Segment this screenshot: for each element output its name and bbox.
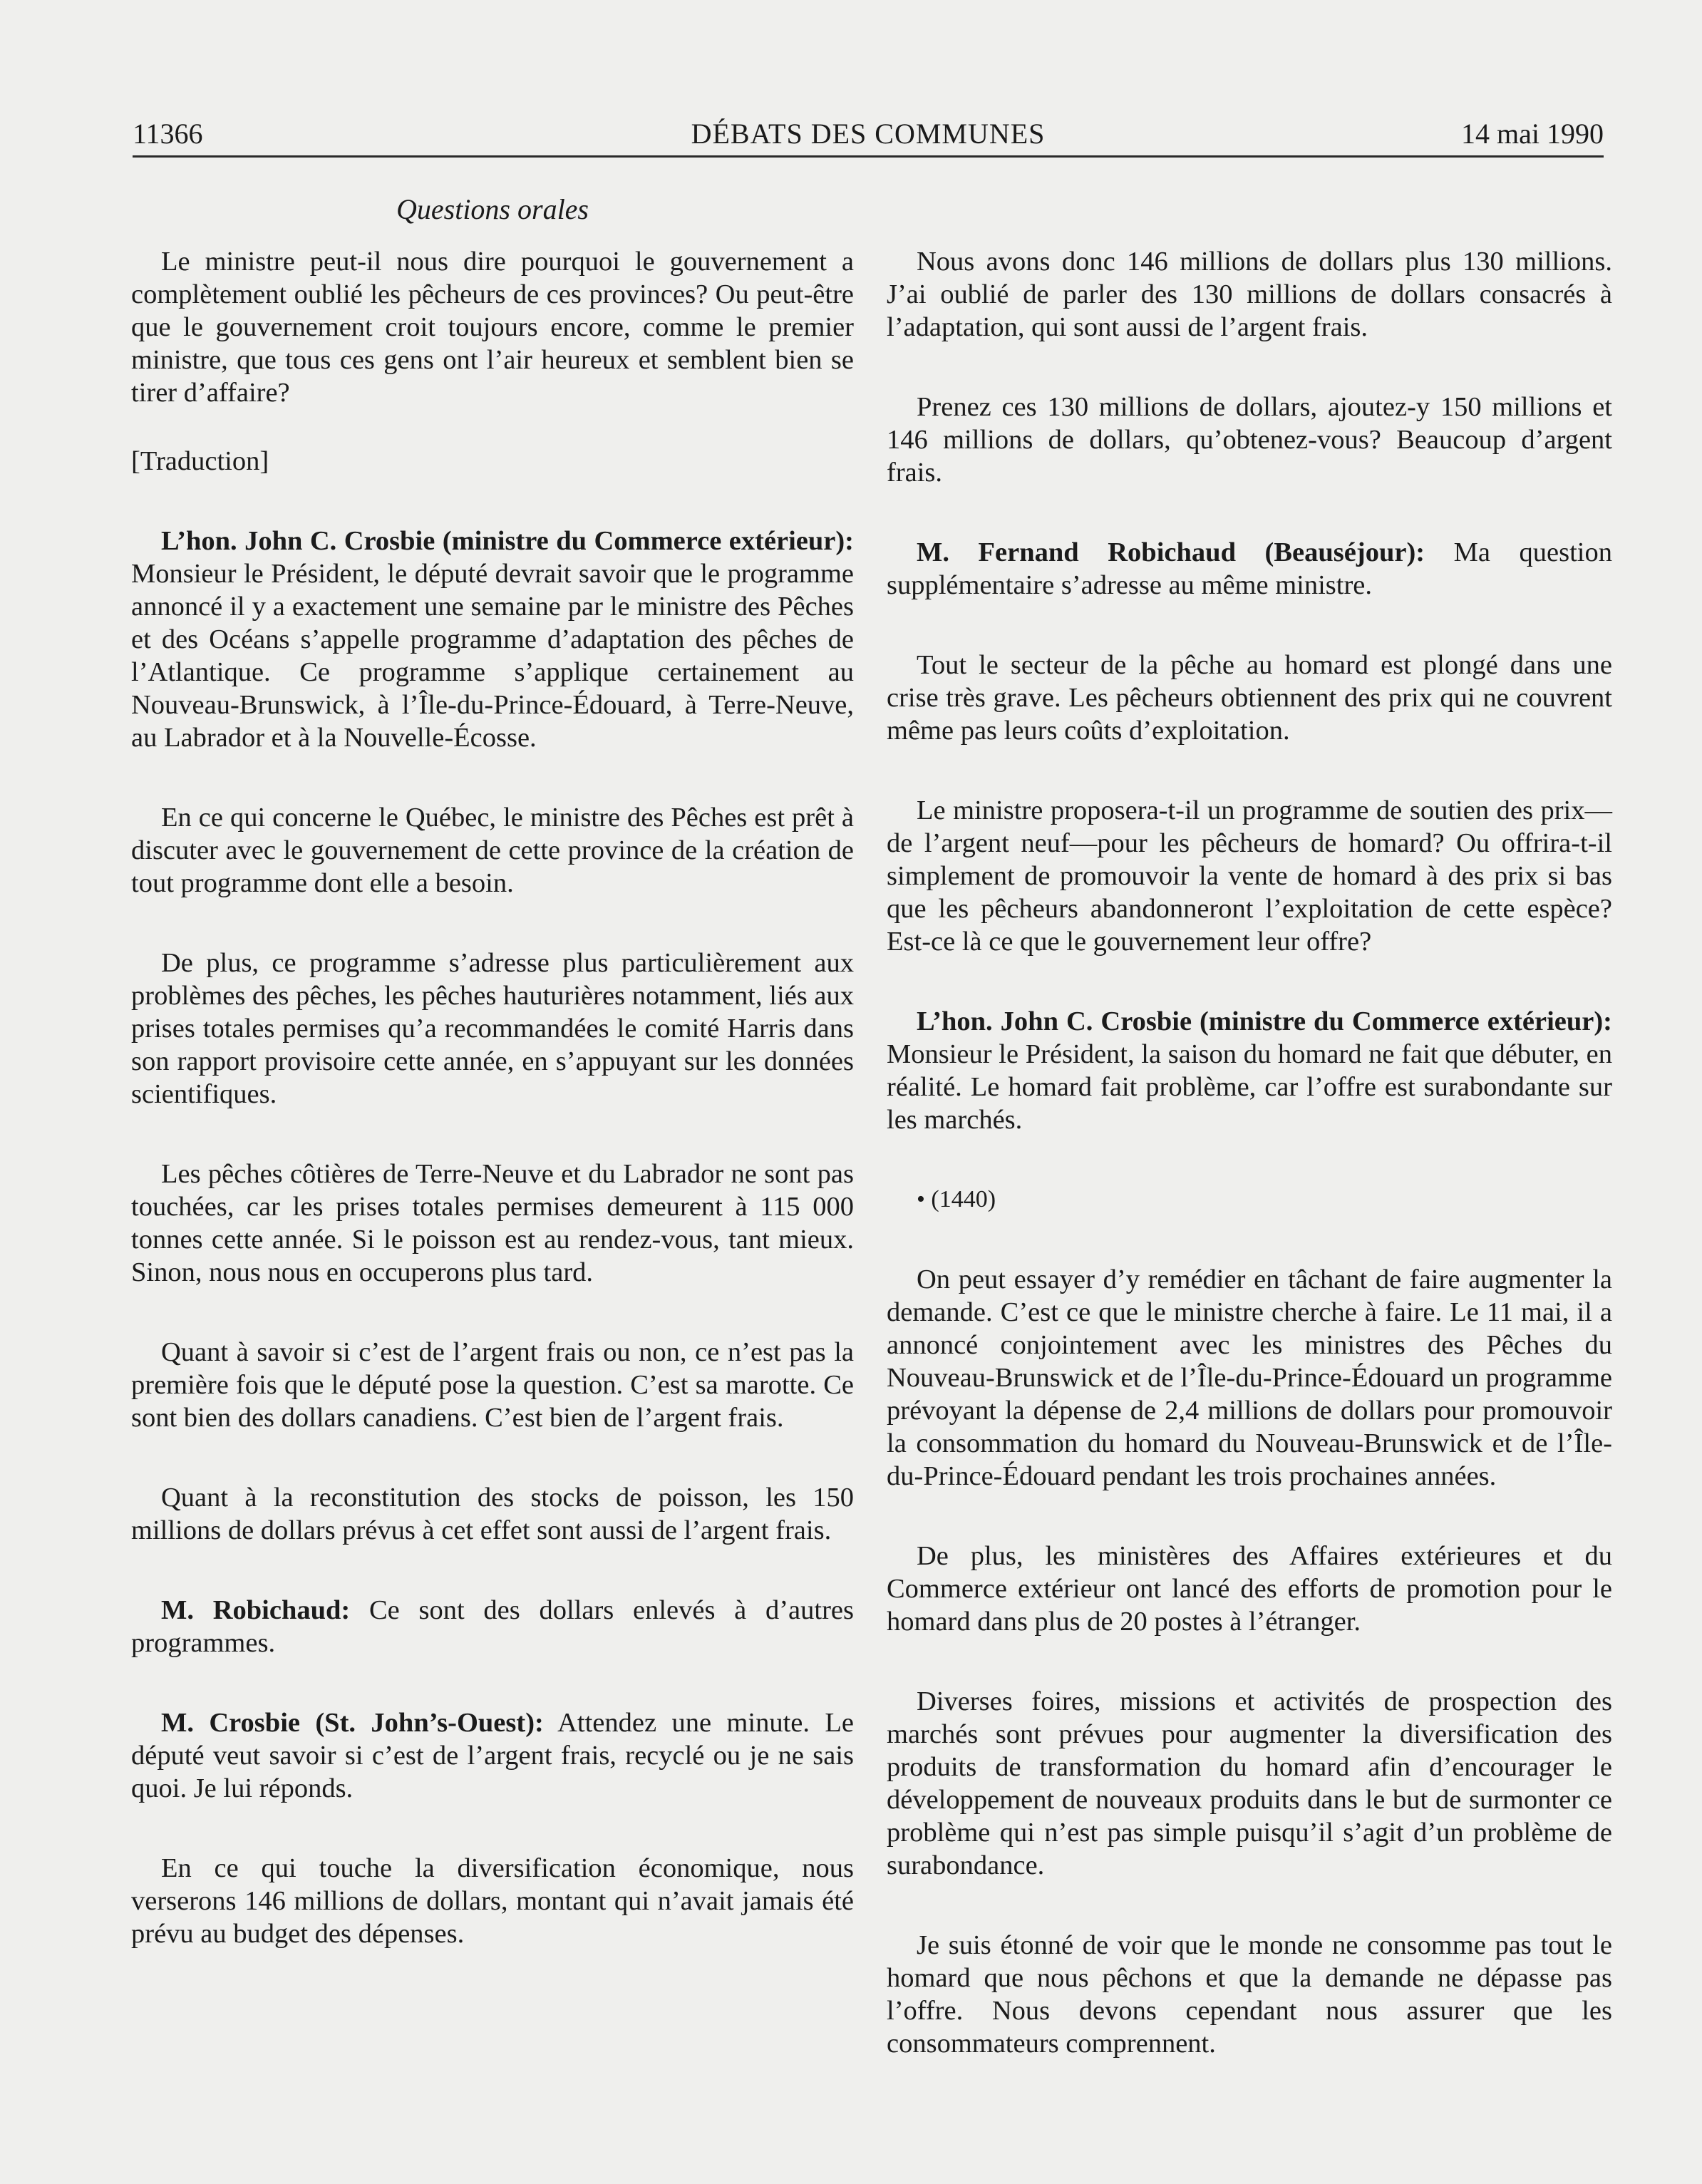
speech-text: Monsieur le Président, la saison du homard ne fait que débuter, en réalité. Le homard fait problème, car l’offre est surabondante sur les marchés. — [887, 1039, 1612, 1135]
page-number: 11366 — [133, 118, 203, 150]
paragraph: Nous avons donc 146 millions de dollars plus 130 millions. J’ai oublié de parler des 130 millions de dollars consacrés à l’adaptation, qui sont aussi de l’argent frais. — [887, 247, 1612, 342]
speaker-name: M. Fernand Robichaud (Beauséjour): — [917, 537, 1425, 567]
speaker-name: M. Robichaud: — [161, 1595, 351, 1625]
speech-crosbie-2 — [131, 1706, 854, 1805]
page-header — [133, 115, 1604, 158]
speech-text: Monsieur le Président, le député devrait savoir que le programme annoncé il y a exactement une semaine par le ministre des Pêches et des Océans s’appelle programme d’adaptation des pêches de l’Atlantique. Ce programme s’applique certainement au Nouveau-Brunswick, à l’Île-du-Prince-Édouard, à Terre-Neuve, au Labrador et à la Nouvelle-Écosse. — [131, 559, 854, 753]
paragraph: Les pêches côtières de Terre-Neuve et du Labrador ne sont pas touchées, car les prises totales permises demeurent à 115 000 tonnes cette année. Si le poisson est au rendez-vous, tant mieux. Sinon, nous nous en occuperons plus tard. — [131, 1159, 854, 1287]
paragraph: Le ministre peut-il nous dire pourquoi le gouvernement a complètement oublié les pêcheurs de ces provinces? Ou peut-être que le gouvernement croit toujours encore, comme le premier ministre, que tous ces gens ont l’air heureux et semblent bien se tirer d’affaire? — [131, 247, 854, 408]
paragraph: Quant à la reconstitution des stocks de poisson, les 150 millions de dollars prévus à cet effet sont aussi de l’argent frais. — [131, 1483, 854, 1545]
speech-robichaud — [131, 1594, 854, 1659]
paragraph: On peut essayer d’y remédier en tâchant de faire augmenter la demande. C’est ce que le ministre cherche à faire. Le 11 mai, il a annoncé conjointement avec les ministres des Pêches du Nouveau-Brunswick et de l’Île-du-Prince-Édouard un programme prévoyant la dépense de 2,4 millions de dollars pour promouvoir la consommation du homard du Nouveau-Brunswick et de l’Île-du-Prince-Édouard pendant les trois prochaines années. — [887, 1264, 1612, 1491]
paragraph: Tout le secteur de la pêche au homard est plongé dans une crise très grave. Les pêcheurs obtiennent des prix qui ne couvrent même pas leurs coûts d’exploitation. — [887, 650, 1612, 746]
speech-text: Attendez une minute. Le député veut savoir si c’est de l’argent frais, recyclé ou je ne sais quoi. Je lui réponds. — [131, 1708, 854, 1803]
right-column — [887, 245, 1612, 2060]
speech-crosbie — [131, 525, 854, 754]
paragraph: De plus, ce programme s’adresse plus particulièrement aux problèmes des pêches, les pêches hauturières notamment, liés aux prises totales permises qu’a recommandées le comité Harris dans son rapport provisoire cette année, en s’appuyant sur les données scientifiques. — [131, 948, 854, 1109]
speech-text: Ce sont des dollars enlevés à d’autres programmes. — [131, 1595, 854, 1658]
speech-fernand-robichaud — [887, 536, 1612, 602]
paragraph: Le ministre proposera-t-il un programme de soutien des prix—de l’argent neuf—pour les pêcheurs de homard? Ou offrira-t-il simplement de promouvoir la vente de homard à des prix si bas que les pêcheurs abandonneront l’exploitation de cette espèce? Est-ce là ce que le gouvernement leur offre? — [887, 795, 1612, 957]
section-title: Questions orales — [396, 193, 589, 225]
translation-note: [Traduction] — [131, 446, 269, 476]
left-column — [131, 245, 854, 1950]
paragraph: De plus, les ministères des Affaires extérieures et du Commerce extérieur ont lancé des efforts de promotion pour le homard dans plus de 20 postes à l’étranger. — [887, 1541, 1612, 1637]
paragraph: Je suis étonné de voir que le monde ne consomme pas tout le homard que nous pêchons et que la demande ne dépasse pas l’offre. Nous devons cependant nous assurer que les consommateurs comprennent. — [887, 1930, 1612, 2059]
paragraph: Diverses foires, missions et activités de prospection des marchés sont prévues pour augmenter la diversification des produits de transformation du homard afin d’encourager le développement de nouveaux produits dans le but de surmonter ce problème qui n’est pas simple puisqu’il s’agit d’un problème de surabondance. — [887, 1686, 1612, 1880]
publication-title: DÉBATS DES COMMUNES — [691, 118, 1046, 150]
speaker-name: M. Crosbie (St. John’s-Ouest): — [161, 1708, 544, 1738]
speaker-name: L’hon. John C. Crosbie (ministre du Commerce extérieur): — [917, 1006, 1612, 1036]
speech-text: Ma question supplémentaire s’adresse au même ministre. — [887, 537, 1612, 600]
speaker-name: L’hon. John C. Crosbie (ministre du Commerce extérieur): — [161, 526, 854, 556]
time-marker: • (1440) — [917, 1186, 996, 1212]
speech-crosbie-reply — [887, 1005, 1612, 1136]
paragraph: En ce qui concerne le Québec, le ministre des Pêches est prêt à discuter avec le gouvernement de cette province de la création de tout programme dont elle a besoin. — [131, 803, 854, 898]
paragraph: En ce qui touche la diversification économique, nous verserons 146 millions de dollars, montant qui n’avait jamais été prévu au budget des dépenses. — [131, 1853, 854, 1949]
paragraph: Prenez ces 130 millions de dollars, ajoutez-y 150 millions et 146 millions de dollars, qu’obtenez-vous? Beaucoup d’argent frais. — [887, 392, 1612, 488]
publication-date: 14 mai 1990 — [1461, 118, 1604, 150]
paragraph: Quant à savoir si c’est de l’argent frais ou non, ce n’est pas la première fois que le député pose la question. C’est sa marotte. Ce sont bien des dollars canadiens. C’est bien de l’argent frais. — [131, 1337, 854, 1433]
